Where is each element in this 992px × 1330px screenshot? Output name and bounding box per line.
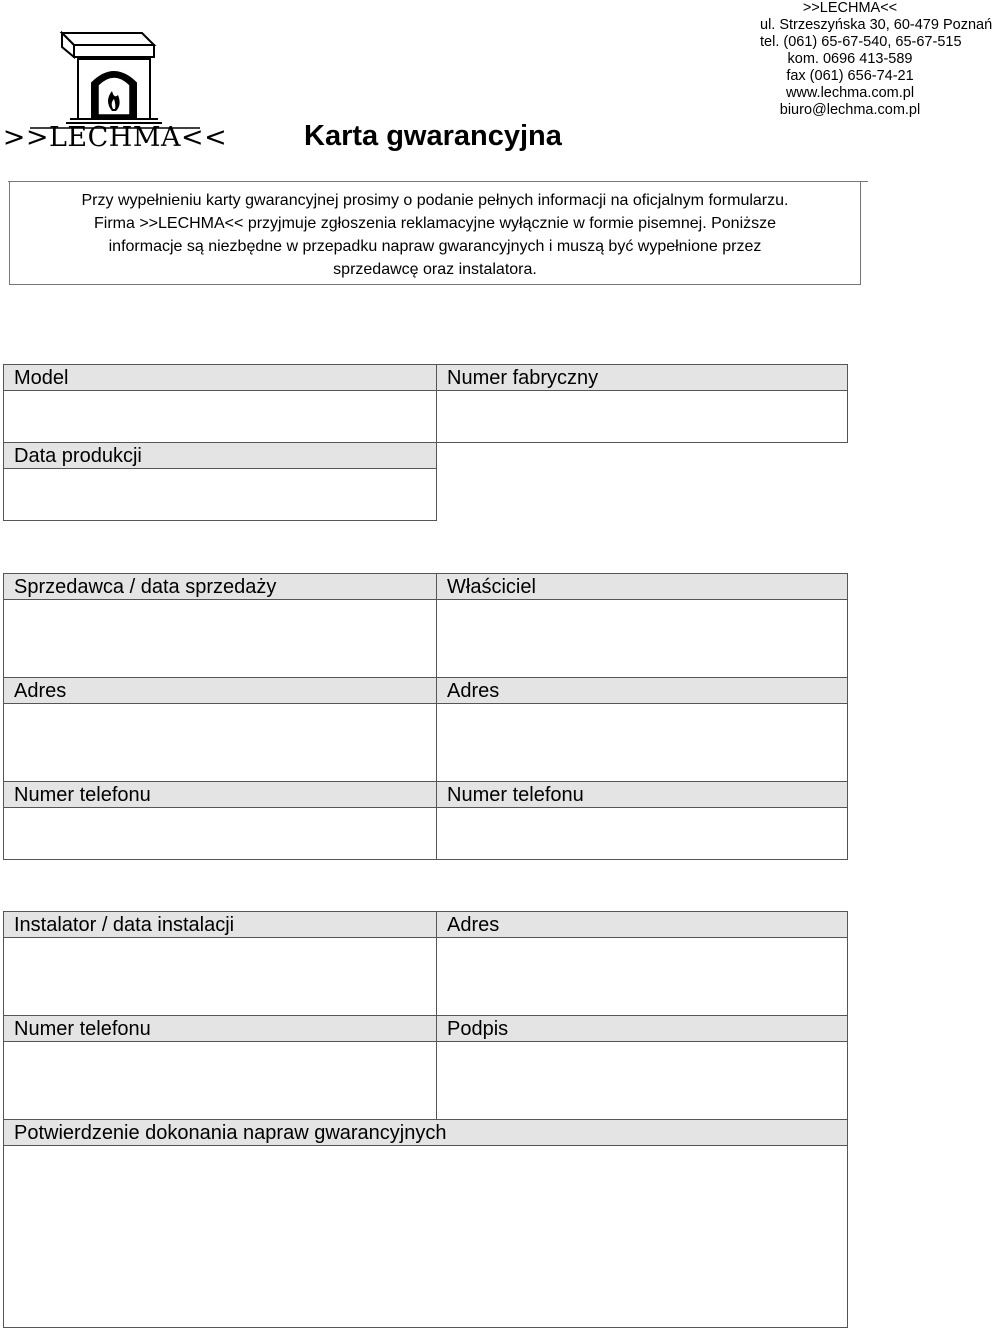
seller-label: Sprzedawca / data sprzedaży <box>3 573 437 600</box>
installer-field[interactable] <box>3 937 437 1016</box>
owner-address-label: Adres <box>436 677 848 704</box>
owner-phone-label: Numer telefonu <box>436 781 848 808</box>
company-website: www.lechma.com.pl <box>785 85 915 101</box>
serial-number-label: Numer fabryczny <box>436 364 848 391</box>
installer-address-field[interactable] <box>436 937 848 1016</box>
seller-address-label: Adres <box>3 677 437 704</box>
installer-phone-field[interactable] <box>3 1041 437 1120</box>
serial-number-field[interactable] <box>436 390 848 443</box>
notice-line: Przy wypełnieniu karty gwarancyjnej prosimy o podanie pełnych informacji na oficjalnym formularzu. <box>81 192 789 209</box>
company-name: >>LECHMA<< <box>802 0 898 16</box>
seller-address-field[interactable] <box>3 703 437 782</box>
installer-label: Instalator / data instalacji <box>3 911 437 938</box>
company-info <box>760 0 992 119</box>
installer-phone-label: Numer telefonu <box>3 1015 437 1042</box>
company-mobile: kom. 0696 413-589 <box>787 51 913 67</box>
signature-field[interactable] <box>436 1041 848 1120</box>
notice-line: informacje są niezbędne w przepadku napraw gwarancyjnych i muszą być wypełnione przez <box>108 238 762 255</box>
seller-phone-field[interactable] <box>3 807 437 860</box>
production-date-field[interactable] <box>3 468 437 521</box>
seller-phone-label: Numer telefonu <box>3 781 437 808</box>
model-label: Model <box>3 364 437 391</box>
owner-field[interactable] <box>436 599 848 678</box>
fireplace-icon <box>0 25 230 155</box>
notice-line: sprzedawcę oraz instalatora. <box>333 261 537 278</box>
repair-confirmation-label: Potwierdzenie dokonania napraw gwarancyjnych <box>3 1119 848 1146</box>
owner-label: Właściciel <box>436 573 848 600</box>
company-logo <box>0 25 230 155</box>
seller-field[interactable] <box>3 599 437 678</box>
notice-line: Firma >>LECHMA<< przyjmuje zgłoszenia reklamacyjne wyłącznie w formie pisemnej. Poniższe <box>93 215 777 232</box>
owner-address-field[interactable] <box>436 703 848 782</box>
signature-label: Podpis <box>436 1015 848 1042</box>
production-date-label: Data produkcji <box>3 442 437 469</box>
owner-phone-field[interactable] <box>436 807 848 860</box>
repair-confirmation-field[interactable] <box>3 1145 848 1328</box>
company-phone: tel. (061) 65-67-540, 65-67-515 <box>760 34 962 50</box>
installer-address-label: Adres <box>436 911 848 938</box>
company-email: biuro@lechma.com.pl <box>779 102 921 118</box>
company-address: ul. Strzeszyńska 30, 60-479 Poznań <box>760 17 992 33</box>
company-fax: fax (061) 656-74-21 <box>786 68 914 84</box>
logo-text: >>LECHMA<< <box>2 122 228 153</box>
notice-box <box>9 181 861 285</box>
model-field[interactable] <box>3 390 437 443</box>
document-title: Karta gwarancyjna <box>304 120 562 152</box>
